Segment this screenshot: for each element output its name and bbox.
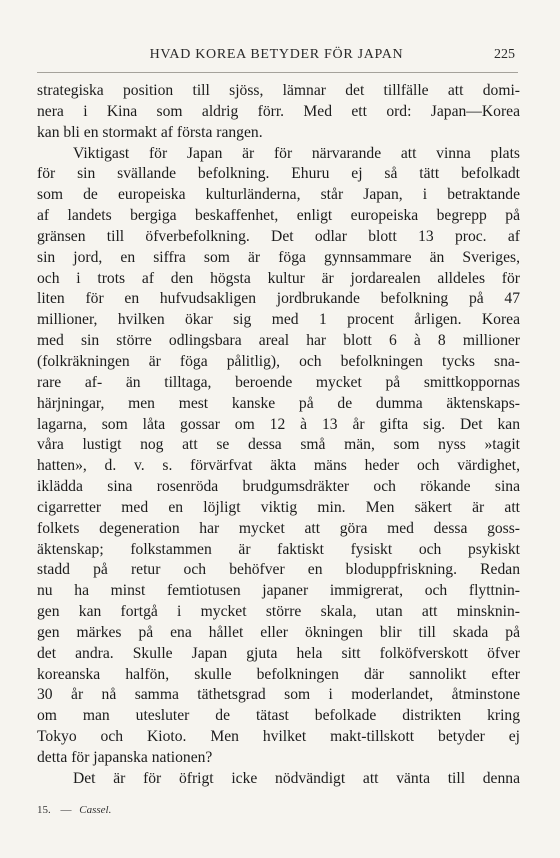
text-line: rare af- än tilltaga, beroende mycket på smittkoppornas — [37, 373, 520, 391]
text-line: för sin svällande befolkning. Ehuru ej så tätt befolkadt — [37, 165, 520, 183]
text-line: detta för japanska nationen? — [37, 749, 213, 766]
text-line: iklädda sina rosenröda brudgumsdräkter och rökande sina — [37, 478, 520, 496]
paragraph-start-line: Viktigast för Japan är för närvarande att vinna plats — [73, 144, 520, 162]
text-line: (folkräkningen är föga pålitlig), och befolkningen tycks sna- — [37, 352, 520, 370]
text-line: sin jord, en siffra som är föga gynnsammare än Sveriges, — [37, 248, 520, 266]
text-line: af landets bergiga beskaffenhet, enligt europeiska begrepp på — [37, 207, 520, 225]
signature-mark: 15. — [37, 804, 51, 816]
text-line: äktenskap; folkstammen är faktiskt fysiskt och psykiskt — [37, 540, 520, 558]
body-text — [37, 81, 520, 790]
text-line: koreanska halfön, skulle befolkningen där sannolikt efter — [37, 665, 520, 683]
text-line: gen kan fortgå i mycket större skala, utan att minsknin- — [37, 603, 520, 621]
text-line: som de europeiska kulturländerna, står Japan, i betraktande — [37, 186, 520, 204]
text-line: härjningar, men mest kanske på de dumma äktenskaps- — [37, 394, 520, 412]
text-line: strategiska position till sjöss, lämnar det tillfälle att domi- — [37, 82, 520, 99]
text-line: och i trots af den högsta kultur är jordarealen alldeles för — [37, 269, 520, 287]
text-line: nu ha minst femtiotusen japaner immigrerat, och flyttnin- — [37, 582, 520, 600]
running-title: HVAD KOREA BETYDER FÖR JAPAN — [149, 47, 404, 62]
publisher-name: Cassel. — [79, 804, 112, 816]
text-line: det andra. Skulle Japan gjuta hela sitt folköfverskott öfver — [37, 644, 520, 662]
page-number: 225 — [494, 47, 515, 62]
text-line: nera i Kina som aldrig förr. Med ett ord: Japan—Korea — [37, 102, 520, 120]
page-footer — [37, 804, 111, 816]
header-rule — [37, 72, 518, 73]
text-line: folkets degeneration har mycket att göra med dessa goss- — [37, 519, 520, 537]
text-line: våra lustigt nog att se dessa små män, som nyss »tagit — [37, 436, 520, 454]
text-line: lagarna, som låta gossar om 12 à 13 år gifta sig. Det kan — [37, 415, 520, 433]
text-line: gen märkes på ena hållet eller ökningen blir till skada på — [37, 623, 520, 641]
text-line: stadd på retur och behöfver en bloduppfriskning. Redan — [37, 561, 520, 579]
text-line: med sin större odlingsbara areal har blott 6 à 8 millioner — [37, 332, 520, 350]
text-line: gränsen till öfverbefolkning. Det odlar blott 13 proc. af — [37, 227, 520, 245]
text-line: hatten», d. v. s. förvärfvat äkta mäns heder och värdighet, — [37, 457, 520, 475]
text-line: kan bli en stormakt af första rangen. — [37, 123, 263, 141]
page-header — [38, 47, 515, 69]
text-line: millioner, hvilken ökar sig med 1 procent årligen. Korea — [37, 311, 520, 329]
text-line: cigarretter med en löjligt viktig min. Men säkert är att — [37, 498, 520, 516]
paragraph-start-line: Det är för öfrigt icke nödvändigt att vänta till denna — [73, 769, 520, 787]
footer-dash: — — [60, 804, 72, 816]
text-line: liten för en hufvudsakligen jordbrukande befolkning på 47 — [37, 290, 520, 308]
text-line: 30 år nå samma täthetsgrad som i moderlandet, åtminstone — [37, 686, 520, 704]
text-line: Tokyo och Kioto. Men hvilket makt-tillskott betyder ej — [37, 728, 520, 746]
text-line: om man utesluter de tätast befolkade distrikten kring — [37, 707, 520, 725]
